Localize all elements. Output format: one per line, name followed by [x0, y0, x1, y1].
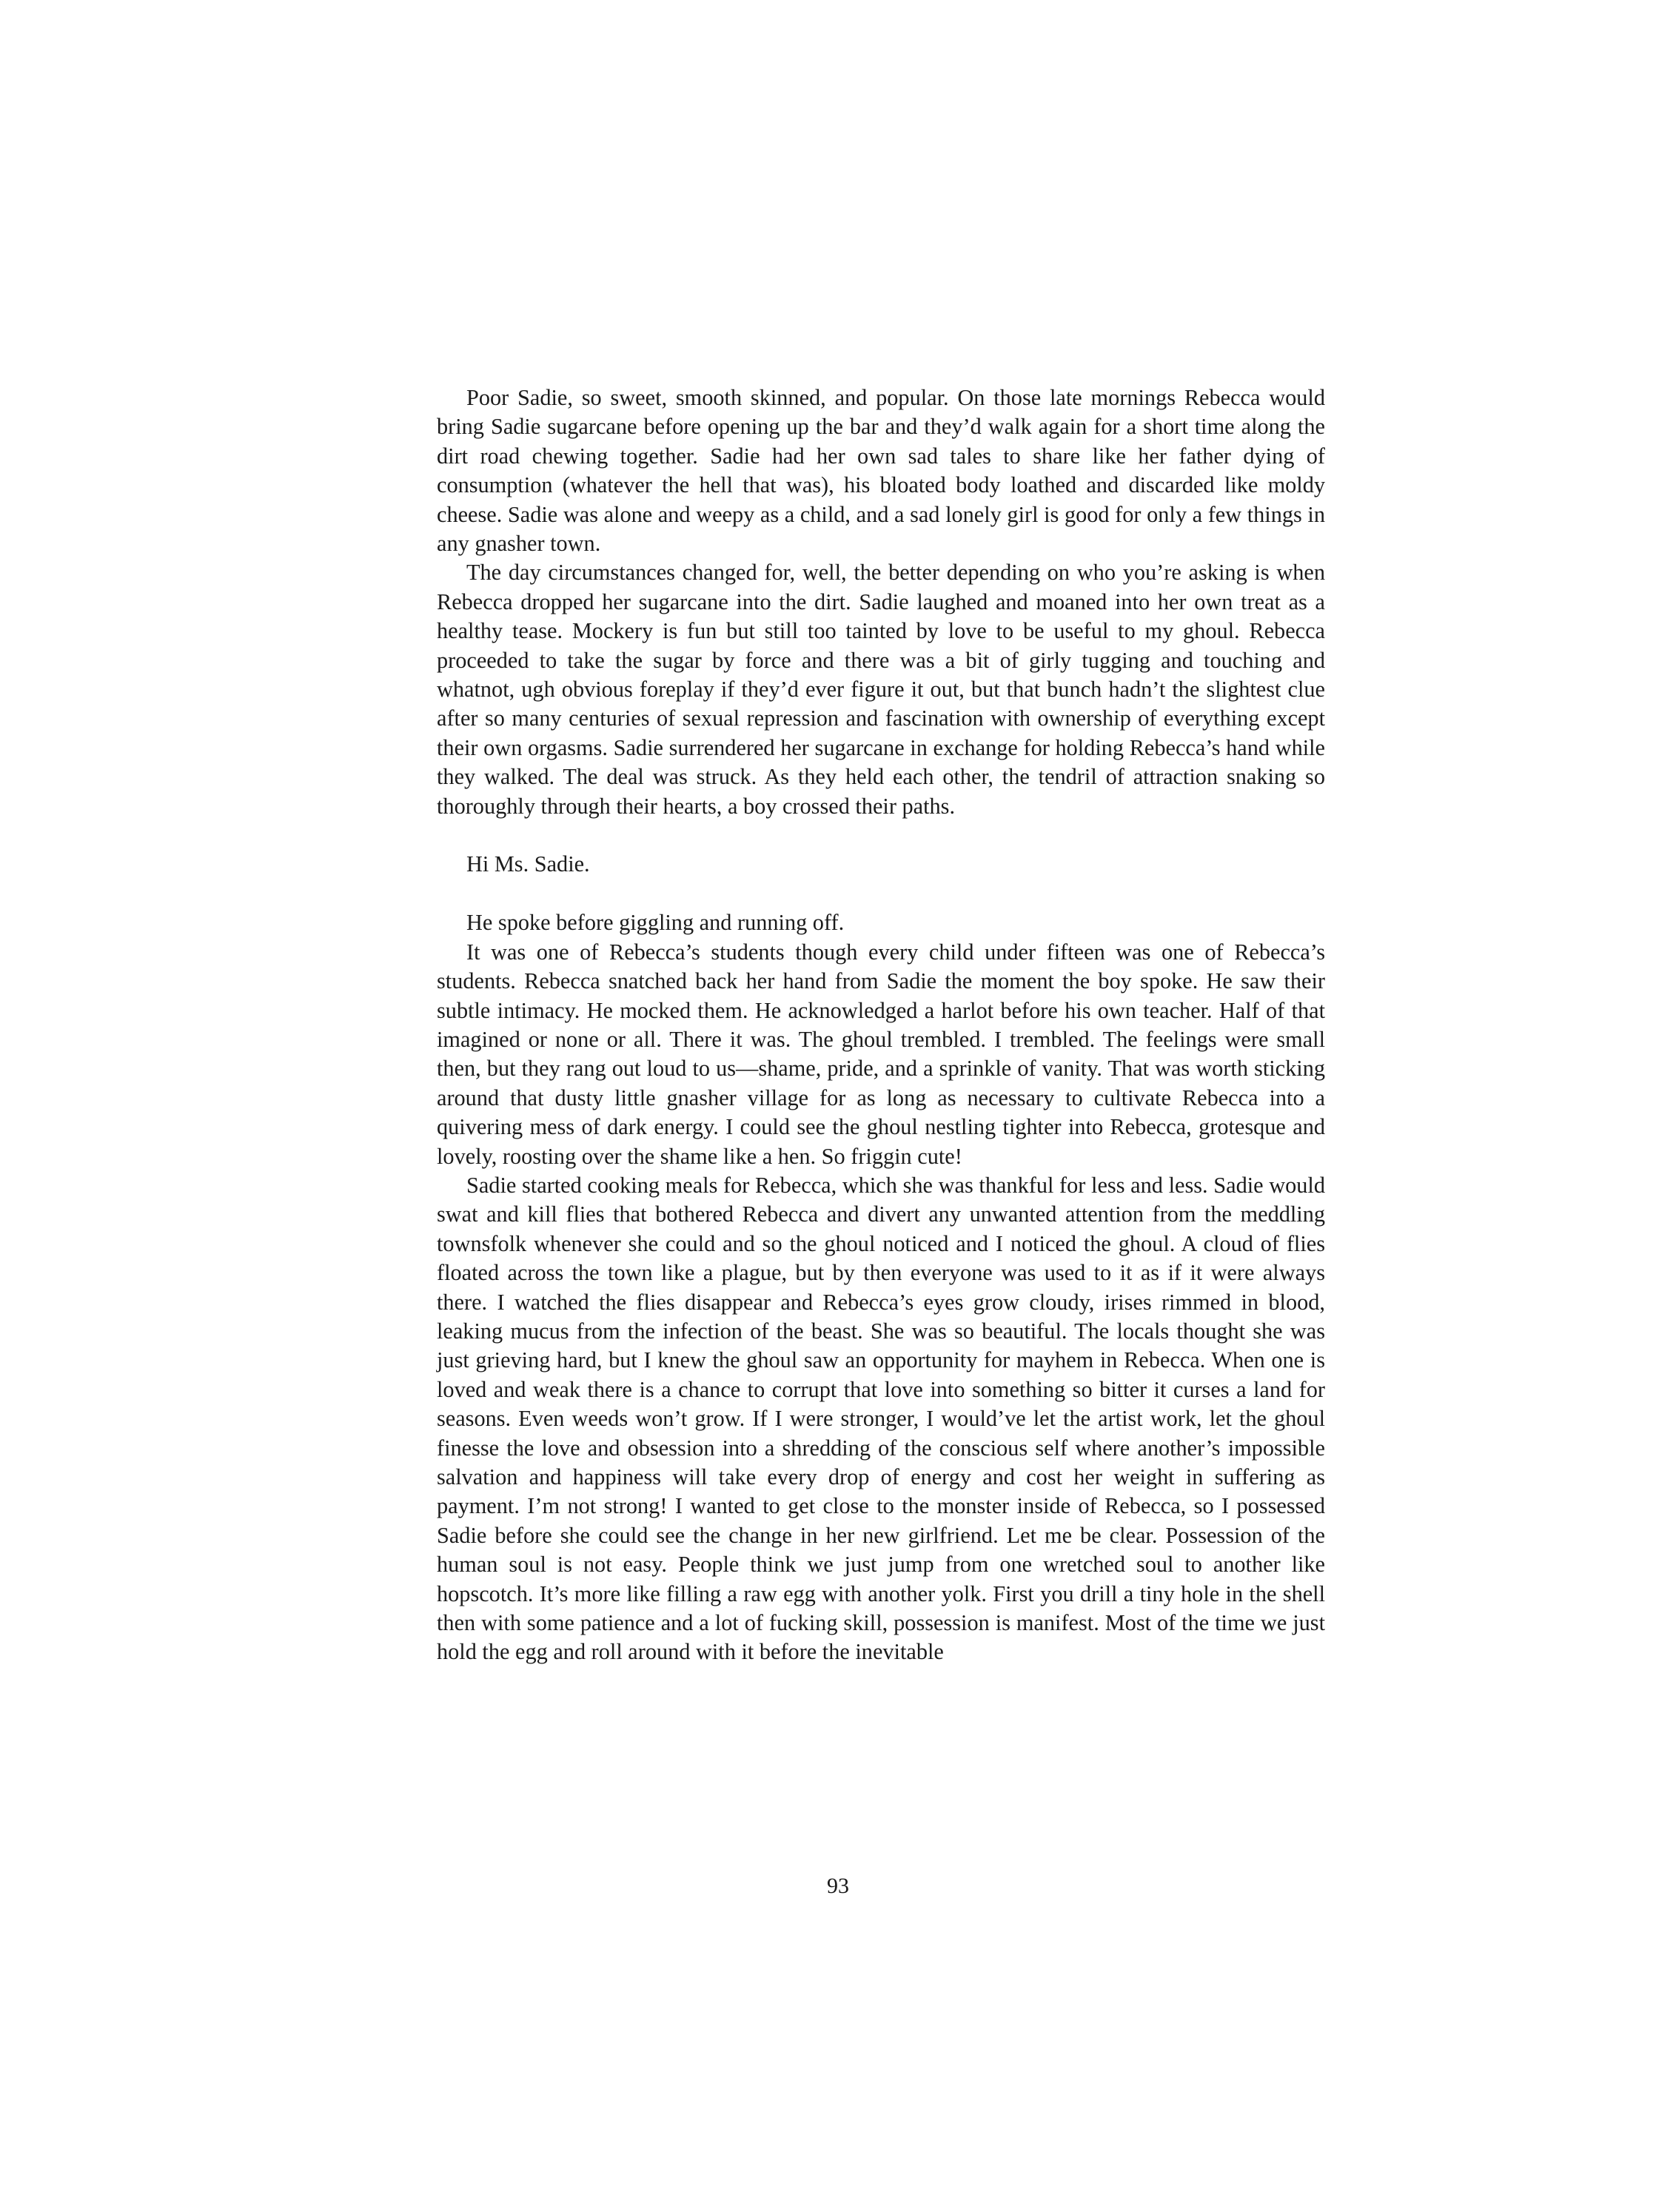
paragraph: Poor Sadie, so sweet, smooth skinned, and popular. On those late mornings Rebecca would bring Sadie sugarcane before opening up the bar and they’d walk again for a short time along the dirt road chewing together. Sadie had her own sad tales to share like her father dying of consumption (whatever the hell that was), his bloated body loathed and discarded like moldy cheese. Sadie was alone and weepy as a child, and a sad lonely girl is good for only a few things in any gnasher town. [437, 385, 1325, 557]
page-number: 93 [827, 1874, 849, 1898]
paragraph: It was one of Rebecca’s students though every child under fifteen was one of Rebecca’s students. Rebecca snatched back her hand from Sadie the moment the boy spoke. He saw their subtle intimacy. He mocked them. He acknowledged a harlot before his own teacher. Half of that imagined or none or all. There it was. The ghoul trembled. I trembled. The feelings were small then, but they rang out loud to us—shame, pride, and a sprinkle of vanity. That was worth sticking around that dusty little gnasher village for as long as necessary to cultivate Rebecca into a quivering mess of dark energy. I could see the ghoul nestling tighter into Rebecca, grotesque and lovely, roosting over the shame like a hen. So friggin cute! [437, 939, 1325, 1169]
paragraph: Sadie started cooking meals for Rebecca, which she was thankful for less and less. Sadie would swat and kill flies that bothered Rebecca and divert any unwanted attention from the meddling townsfolk whenever she could and so the ghoul noticed and I noticed the ghoul. A cloud of flies floated across the town like a plague, but by then everyone was used to it as if it were always there. I watched the flies disappear and Rebecca’s eyes grow cloudy, irises rimmed in blood, leaking mucus from the infection of the beast. She was so beautiful. The locals thought she was just grieving hard, but I knew the ghoul saw an opportunity for mayhem in Rebecca. When one is loved and weak there is a chance to corrupt that love into something so bitter it curses a land for seasons. Even weeds won’t grow. If I were stronger, I would’ve let the artist work, let the ghoul finesse the love and obsession into a shredding of the conscious self where another’s impossible salvation and happiness will take every drop of energy and cost her weight in suffering as payment. I’m not strong! I wanted to get close to the monster inside of Rebecca, so I possessed Sadie before she could see the change in her new girlfriend. Let me be clear. Possession of the human soul is not easy. People think we just jump from one wretched soul to another like hopscotch. It’s more like filling a raw egg with another yolk. First you drill a tiny hole in the shell then with some patience and a lot of fucking skill, possession is manifest. Most of the time we just hold the egg and roll around with it before the inevitable [437, 1172, 1325, 1665]
body-text [437, 383, 1325, 1667]
dialogue-line: Hi Ms. Sadie. [466, 851, 590, 877]
paragraph: He spoke before giggling and running off. [466, 910, 845, 936]
paragraph: The day circumstances changed for, well, the better depending on who you’re asking is when Rebecca dropped her sugarcane into the dirt. Sadie laughed and moaned into her own treat as a healthy tease. Mockery is fun but still too tainted by love to be useful to my ghoul. Rebecca proceeded to take the sugar by force and there was a bit of girly tugging and touching and whatnot, ugh obvious foreplay if they’d ever figure it out, but that bunch hadn’t the slightest clue after so many centuries of sexual repression and fascination with ownership of everything except their own orgasms. Sadie surrendered her sugarcane in exchange for holding Rebecca’s hand while they walked. The deal was struck. As they held each other, the tendril of attraction snaking so thoroughly through their hearts, a boy crossed their paths. [437, 560, 1325, 819]
